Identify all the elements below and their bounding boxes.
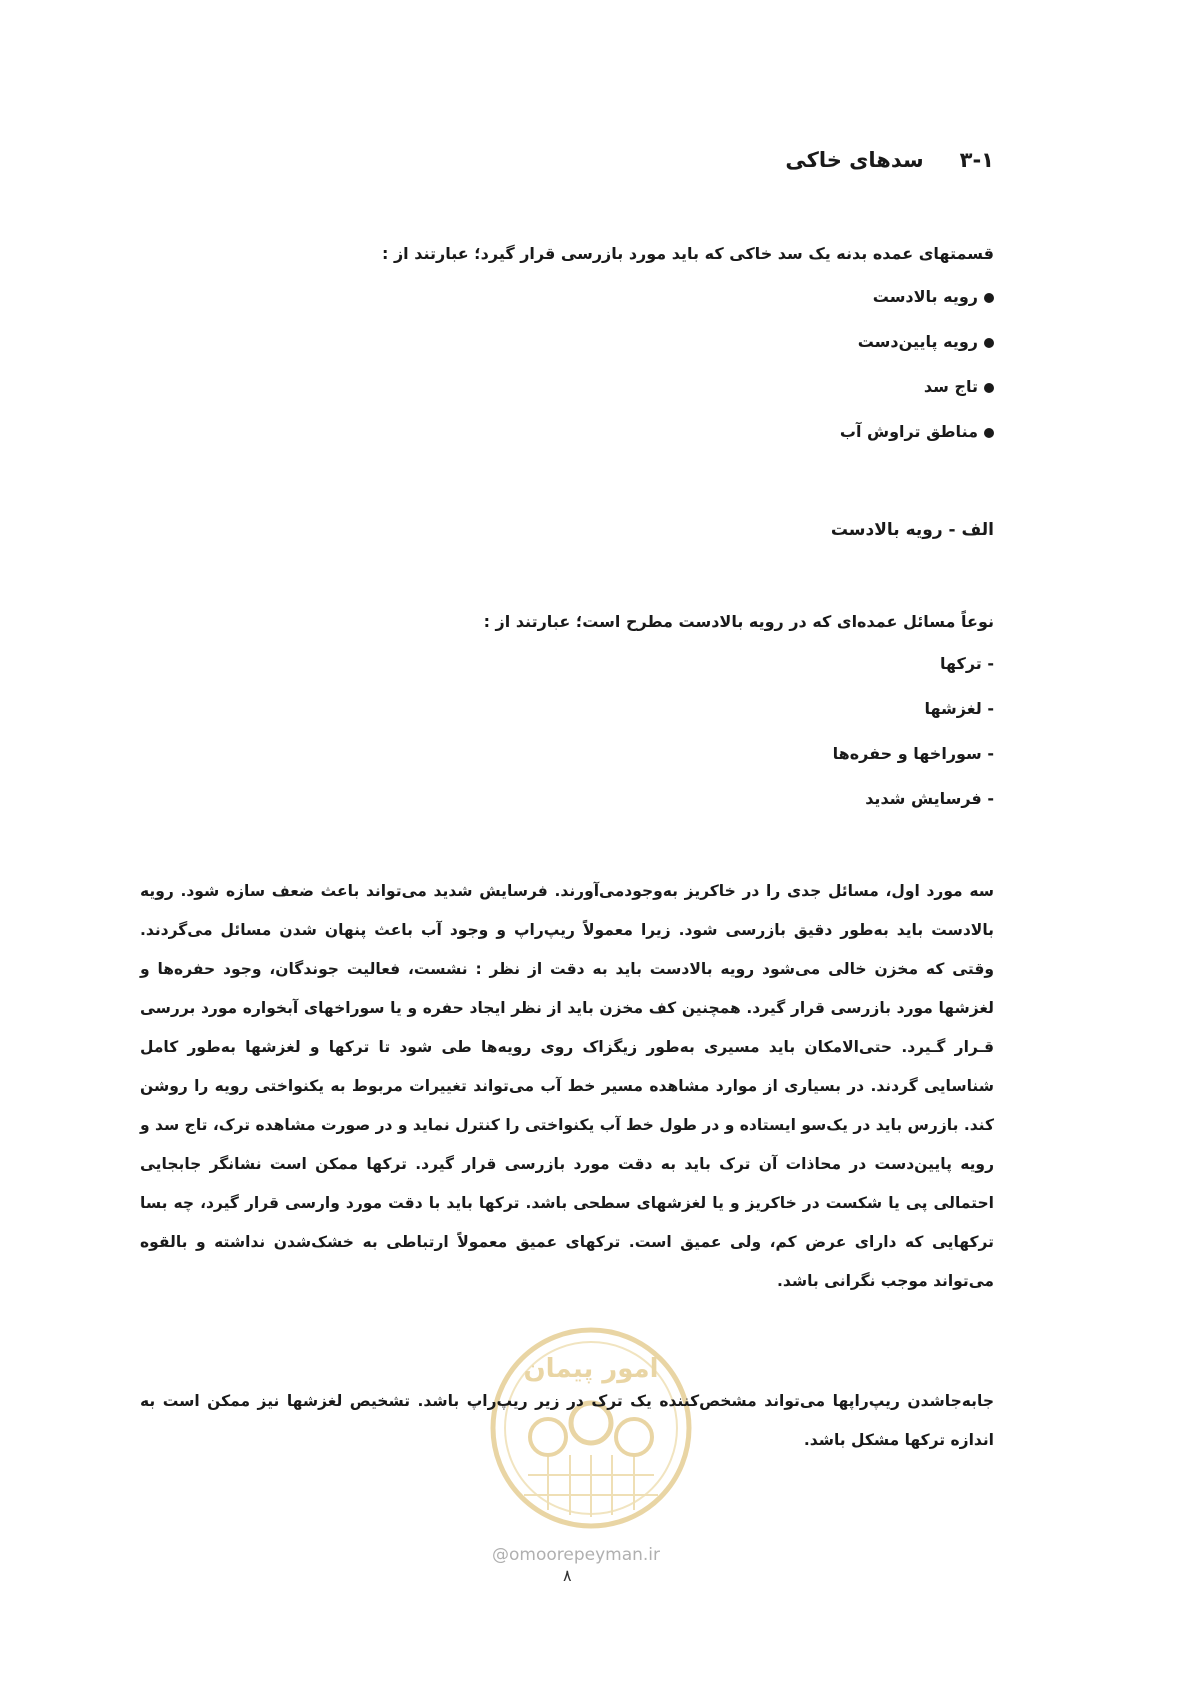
list-item: رویه بالادست [840, 285, 994, 330]
list-item: - فرسایش شدید [865, 789, 994, 808]
bullet-icon [984, 338, 994, 348]
list-item: - ترکها [939, 654, 994, 673]
bullet-icon [984, 383, 994, 393]
bullet-icon [984, 428, 994, 438]
problems-intro: نوعاً مسائل عمده‌ای که در رویه بالادست مطرح است؛ عبارتند از : [483, 612, 994, 631]
list-item: - سوراخها و حفره‌ها [832, 744, 994, 763]
page-number: ۸ [563, 1566, 572, 1585]
problems-list [833, 652, 994, 832]
svg-text:امور پیمان: امور پیمان [523, 1354, 659, 1384]
section-title: سدهای خاکی [785, 148, 924, 172]
list-item: رویه پایین‌دست [840, 330, 994, 375]
subsection-heading: الف - رویه بالادست [830, 520, 994, 540]
watermark-text: @omoorepeyman.ir [492, 1545, 661, 1565]
body-paragraph-2: جابه‌جاشدن ریپ‌راپها می‌تواند مشخص‌کننده یک ترک در زیر ریپ‌راپ باشد. تشخیص لغزشها نیز ممکن است به اندازه ترکها مشکل باشد. [140, 1392, 994, 1449]
section-heading [785, 148, 994, 172]
body-paragraph-1: سه مورد اول، مسائل جدی را در خاکریز به‌وجودمی‌آورند. فرسایش شدید می‌تواند باعث ضعف سازه شود. رویه بالادست باید به‌طور دقیق بازرسی شود. زیرا معمولاً ریپ‌راپ و وجود آب باعث پنهان شدن مسائل می‌گردند. وقتی که مخزن خالی می‌شود رویه بالادست باید به دقت از نظر : نشست، فعالیت جوندگان، وجود حفره‌ها و لغزشها مورد بازرسی قرار گیرد. همچنین کف مخزن باید از نظر ایجاد حفره و یا سوراخهای آبخواره مورد بررسی قـرار گـیرد. حتی‌الامکان باید مسیری به‌طور زیگزاک روی رویه‌ها طی شود تا ترکها و لغزشها به‌طور کامل شناسایی گردند. در بسیاری از موارد مشاهده مسیر خط آب می‌تواند تغییرات مربوط به یکنواختی رویه را روشن کند. بازرس باید در یک‌سو ایستاده و در طول خط آب یکنواختی را کنترل نماید و در صورت مشاهده ترک، تاج سد و رویه پایین‌دست در محاذات آن ترک باید به دقت مورد بازرسی قرار گیرد. ترکها ممکن است نشانگر جابجایی احتمالی پی یا شکست در خاکریز و یا لغزشهای سطحی باشد. ترکها باید با دقت مورد وارسی قرار گیرد، چه بسا ترکهایی که دارای عرض کم، ولی عمیق است. ترکهای عمیق معمولاً ارتباطی به خشک‌شدن نداشته و بالقوه می‌تواند موجب نگرانی باشد. [140, 882, 994, 1290]
components-intro: قسمتهای عمده بدنه یک سد خاکی که باید مورد بازرسی قرار گیرد؛ عبارتند از : [381, 244, 994, 263]
bullet-icon [984, 293, 994, 303]
components-list [840, 285, 994, 465]
list-item: - لغزشها [924, 699, 994, 718]
list-item: مناطق تراوش آب [840, 420, 994, 465]
list-item: تاج سد [840, 375, 994, 420]
section-number: ۳-۱ [959, 148, 994, 172]
